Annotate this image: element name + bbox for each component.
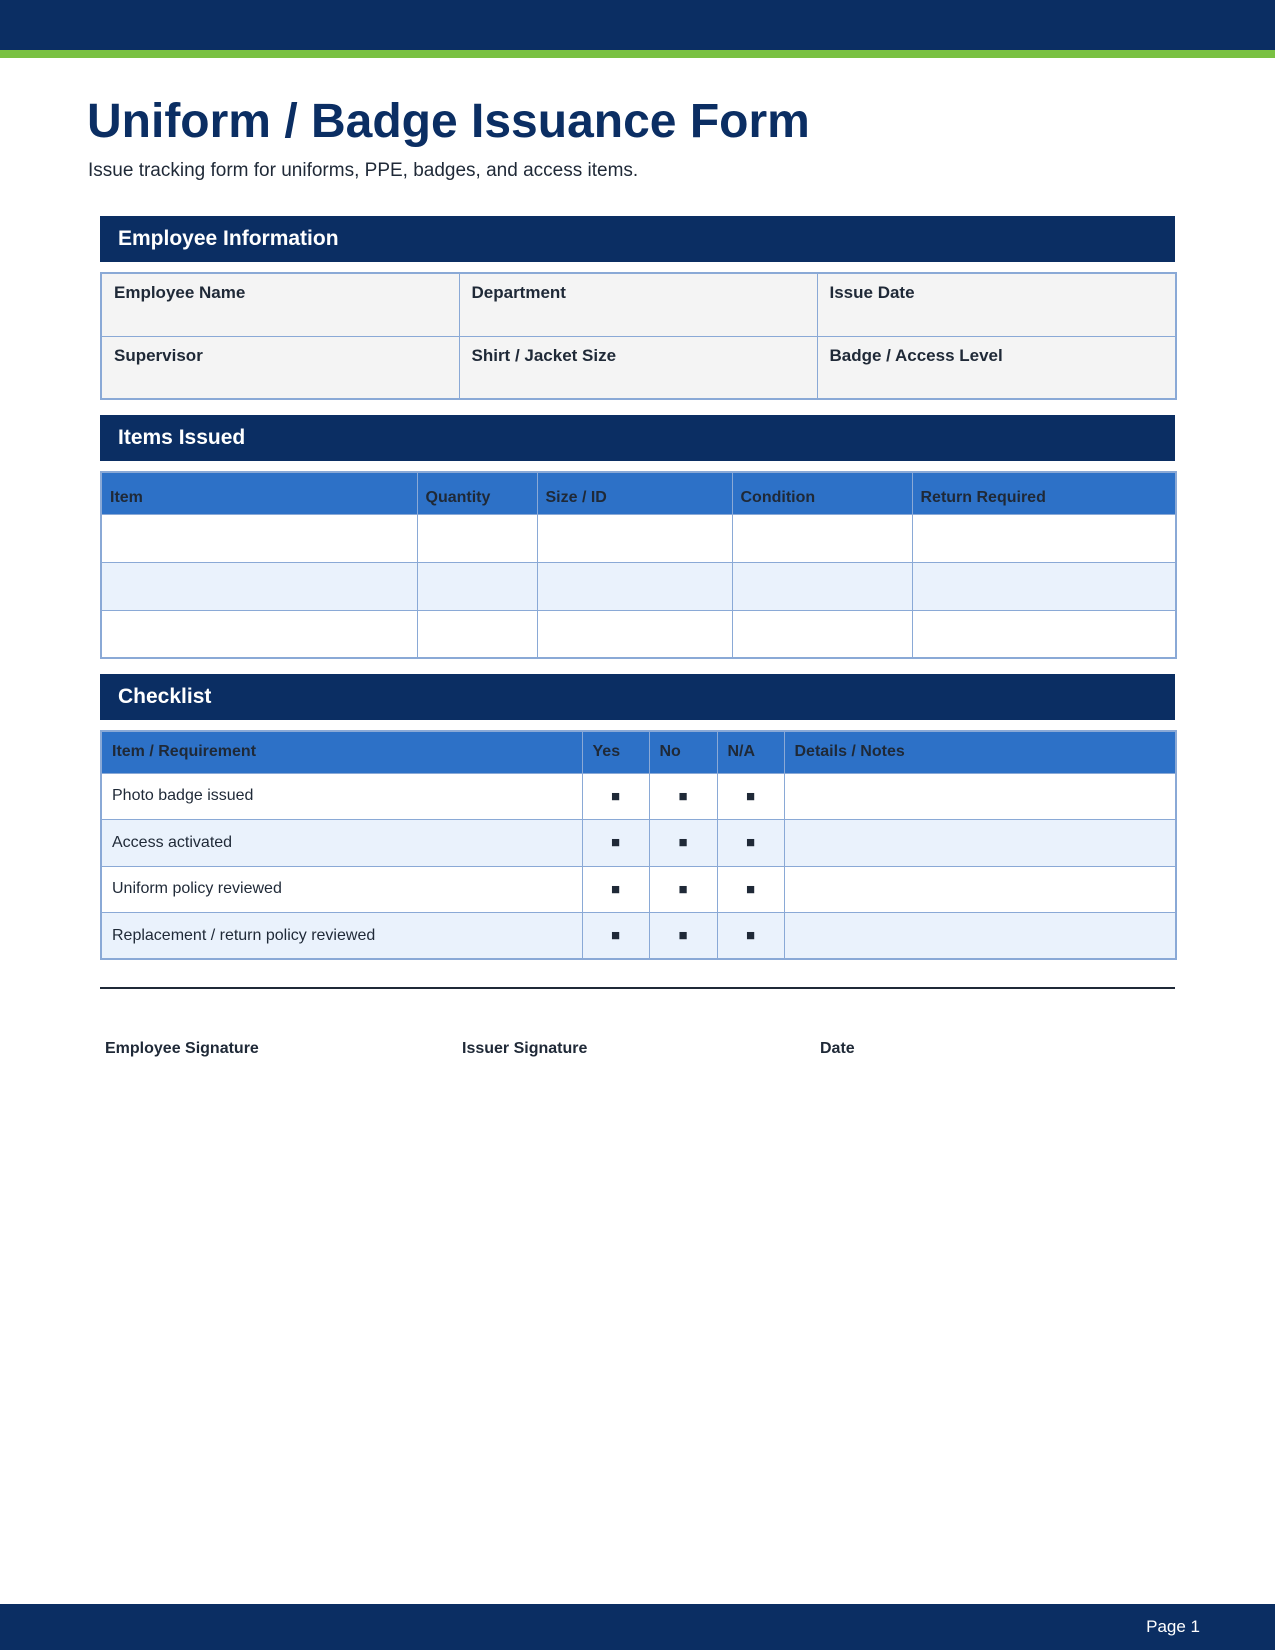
checklist-row	[101, 820, 1176, 867]
top-accent-stripe	[0, 50, 1275, 58]
na-checkbox[interactable]: ■	[717, 773, 784, 820]
item-cell[interactable]	[101, 514, 417, 562]
checklist-row	[101, 773, 1176, 820]
supervisor-field[interactable]: Supervisor	[101, 336, 459, 399]
condition-cell[interactable]	[732, 610, 912, 658]
checklist-row	[101, 913, 1176, 960]
size-id-cell[interactable]	[537, 514, 732, 562]
item-cell[interactable]	[101, 562, 417, 610]
column-header-details-notes: Details / Notes	[784, 731, 1176, 773]
section-header-items-issued: Items Issued	[100, 415, 1175, 461]
return-required-cell[interactable]	[912, 514, 1176, 562]
employee-info-row	[101, 336, 1176, 399]
no-checkbox[interactable]: ■	[649, 820, 717, 867]
column-header-item: Item	[101, 472, 417, 514]
checklist-header-row	[101, 731, 1176, 773]
employee-info-table	[100, 272, 1177, 400]
no-checkbox[interactable]: ■	[649, 913, 717, 960]
no-checkbox[interactable]: ■	[649, 866, 717, 913]
page-number: Page 1	[1146, 1617, 1200, 1636]
column-header-item-requirement: Item / Requirement	[101, 731, 582, 773]
details-notes-cell[interactable]	[784, 866, 1176, 913]
shirt-jacket-size-field[interactable]: Shirt / Jacket Size	[459, 336, 817, 399]
yes-checkbox[interactable]: ■	[582, 820, 649, 867]
requirement-label: Uniform policy reviewed	[101, 866, 582, 913]
details-notes-cell[interactable]	[784, 820, 1176, 867]
employee-signature-label: Employee Signature	[105, 1040, 259, 1057]
column-header-na: N/A	[717, 731, 784, 773]
return-required-cell[interactable]	[912, 610, 1176, 658]
quantity-cell[interactable]	[417, 610, 537, 658]
table-row	[101, 514, 1176, 562]
return-required-cell[interactable]	[912, 562, 1176, 610]
yes-checkbox[interactable]: ■	[582, 913, 649, 960]
na-checkbox[interactable]: ■	[717, 820, 784, 867]
items-issued-table	[100, 471, 1177, 659]
size-id-cell[interactable]	[537, 562, 732, 610]
column-header-size-id: Size / ID	[537, 472, 732, 514]
issue-date-field[interactable]: Issue Date	[817, 273, 1176, 336]
table-row	[101, 610, 1176, 658]
column-header-no: No	[649, 731, 717, 773]
size-id-cell[interactable]	[537, 610, 732, 658]
table-row	[101, 562, 1176, 610]
employee-info-row	[101, 273, 1176, 336]
department-field[interactable]: Department	[459, 273, 817, 336]
condition-cell[interactable]	[732, 562, 912, 610]
column-header-yes: Yes	[582, 731, 649, 773]
column-header-quantity: Quantity	[417, 472, 537, 514]
top-banner	[0, 0, 1275, 50]
checklist-table	[100, 730, 1177, 960]
requirement-label: Photo badge issued	[101, 773, 582, 820]
condition-cell[interactable]	[732, 514, 912, 562]
details-notes-cell[interactable]	[784, 913, 1176, 960]
na-checkbox[interactable]: ■	[717, 866, 784, 913]
issuer-signature-label: Issuer Signature	[462, 1040, 588, 1057]
column-header-return-required: Return Required	[912, 472, 1176, 514]
items-header-row	[101, 472, 1176, 514]
details-notes-cell[interactable]	[784, 773, 1176, 820]
footer-banner	[0, 1604, 1275, 1650]
no-checkbox[interactable]: ■	[649, 773, 717, 820]
requirement-label: Replacement / return policy reviewed	[101, 913, 582, 960]
requirement-label: Access activated	[101, 820, 582, 867]
yes-checkbox[interactable]: ■	[582, 866, 649, 913]
na-checkbox[interactable]: ■	[717, 913, 784, 960]
section-header-checklist: Checklist	[100, 674, 1175, 720]
date-label: Date	[820, 1040, 855, 1057]
badge-access-level-field[interactable]: Badge / Access Level	[817, 336, 1176, 399]
checklist-row	[101, 866, 1176, 913]
item-cell[interactable]	[101, 610, 417, 658]
column-header-condition: Condition	[732, 472, 912, 514]
employee-name-field[interactable]: Employee Name	[101, 273, 459, 336]
yes-checkbox[interactable]: ■	[582, 773, 649, 820]
quantity-cell[interactable]	[417, 562, 537, 610]
page-title: Uniform / Badge Issuance Form	[87, 95, 810, 148]
page-subtitle: Issue tracking form for uniforms, PPE, badges, and access items.	[88, 160, 639, 181]
quantity-cell[interactable]	[417, 514, 537, 562]
section-header-employee-information: Employee Information	[100, 216, 1175, 262]
signature-divider	[100, 987, 1175, 989]
